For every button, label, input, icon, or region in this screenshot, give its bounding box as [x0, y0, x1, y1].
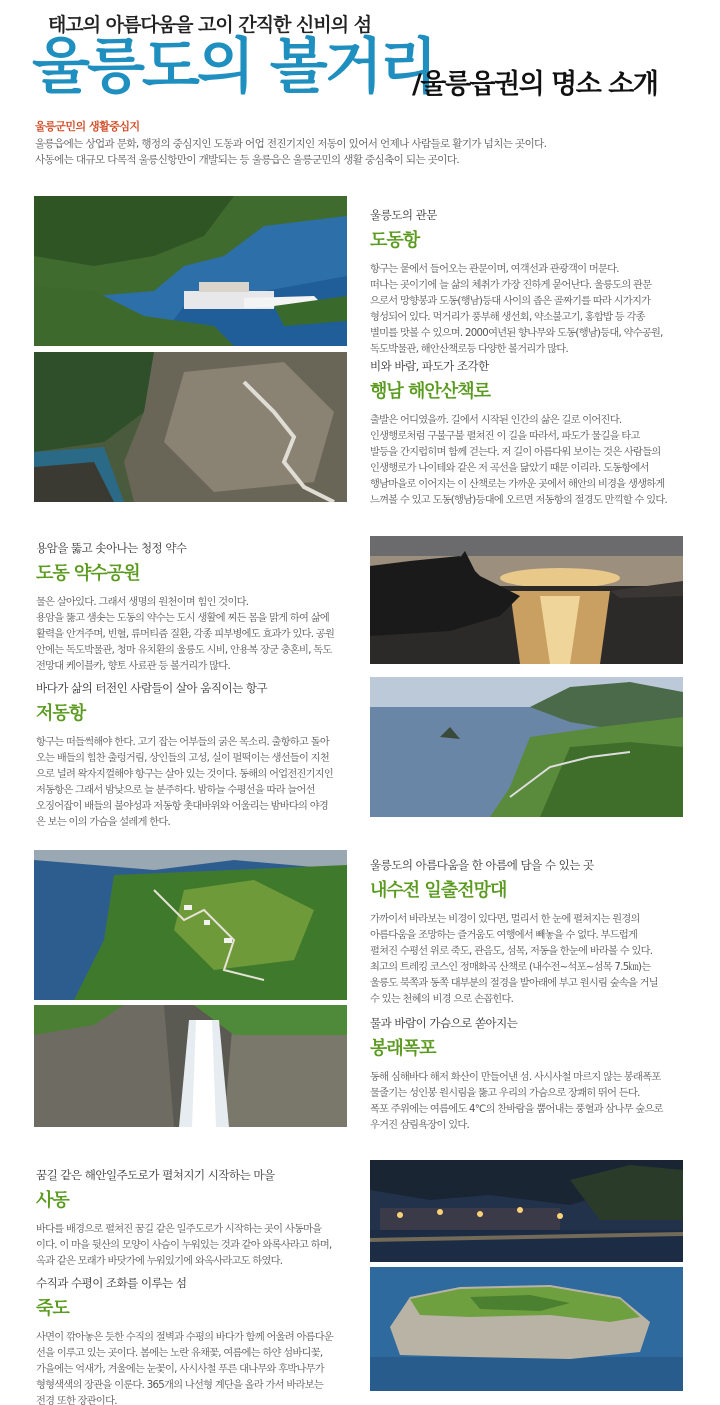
section-title: 도동 약수공원: [36, 563, 140, 584]
intro-line: 울릉읍에는 상업과 문화, 행정의 중심지인 도동과 어업 전진기지인 저동이 있어서 언제나 사람들로 활기가 넘치는 곳이다.: [35, 138, 547, 150]
section-text-line: 인생행로가 나이테와 같은 저 곡선을 닮았기 때문 이리라. 도동항에서: [370, 463, 649, 474]
section-text-line: 항구는 떠들썩해야 한다. 고기 잡는 어부들의 굵은 목소리. 출항하고 돌아: [36, 737, 330, 748]
section-kicker: 용암을 뚫고 솟아나는 청정 약수: [36, 541, 187, 555]
section-text-line: 옥과 같은 모래가 바닷가에 누워있기에 와옥사라고도 하였다.: [36, 1256, 283, 1267]
section-text-line: 물줄기는 성인봉 원시림을 뚫고 우리의 가슴으로 장쾌히 뛰어 든다.: [370, 1088, 640, 1099]
section-kicker: 꿈길 같은 해안일주도로가 펼쳐지기 시작하는 마을: [36, 1168, 275, 1182]
section-title: 봉래폭포: [370, 1038, 436, 1059]
section-text-line: 출발은 어디였을까. 길에서 시작된 인간의 삶은 길로 이어진다.: [370, 415, 622, 426]
section-title: 내수전 일출전망대: [370, 880, 507, 901]
section-text-line: 울릉도 북쪽과 동쪽 대부분의 절경을 발아래에 부고 원시림 숲속을 거닐: [370, 978, 658, 989]
section-title: 저동항: [36, 703, 86, 724]
intro-title: 울릉군민의 생활중심지: [35, 120, 140, 133]
section-text-line: 최고의 트레킹 코스인 정매화곡 산책로 (내수전~석포~섬목 7.5㎞)는: [370, 962, 651, 973]
section-title: 죽도: [36, 1298, 69, 1319]
section-text-line: 가을에는 억새가, 겨울에는 눈꽃이, 사시사철 푸른 대나무와 후박나무가: [36, 1364, 324, 1375]
bongnae-waterfall-photo: [34, 1005, 347, 1127]
intro-line: 사동에는 대규모 다목적 울릉신항만이 개발되는 등 울릉읍은 울릉군민의 생활 중심축이 되는 곳이다.: [35, 154, 460, 166]
section-bongnae-falls: [370, 1015, 663, 1134]
section-kicker: 울릉도의 관문: [370, 208, 437, 222]
section-sadong: [36, 1167, 332, 1270]
section-text-line: 오는 배들의 힘찬 출렁거림, 상인들의 고성, 실이 펄떡이는 생선들이 지천: [36, 753, 330, 764]
section-text-line: 전망대 케이블카, 향토 사료관 등 볼거리가 많다.: [36, 661, 230, 672]
section-text-line: 으로 널려 왁자지껄해야 항구는 살아 있는 것이다. 동해의 어업전진기지인: [36, 769, 334, 780]
section-text-line: 우거진 삼림욕장이 있다.: [370, 1120, 470, 1131]
tagline: 태고의 아름다움을 고이 간직한 신비의 섬: [48, 14, 372, 36]
section-text-line: 전경 또한 장관이다.: [36, 1396, 117, 1405]
section-text-line: 가까이서 바라보는 비경이 있다면, 멀리서 한 눈에 펼쳐지는 원경의: [370, 914, 640, 925]
section-text-line: 느껴볼 수 있고 도동(행남)등대에 오르면 저동항의 절경도 만끽할 수 있다.: [370, 495, 668, 506]
section-jeodong-harbor: [36, 680, 333, 831]
section-text-line: 펼쳐진 수평선 위로 죽도, 관음도, 섬목, 저동을 한눈에 바라볼 수 있다.: [370, 946, 653, 957]
jeodong-coast-photo: [370, 677, 683, 817]
section-text-line: 으로서 망향봉과 도동(행남)등대 사이의 좁은 골짜기를 따라 시가지가: [370, 296, 651, 307]
section-haengnam-trail: [370, 358, 667, 509]
haengnam-coastal-trail-photo: [34, 352, 347, 502]
section-kicker: 바다가 삶의 터전인 사람들이 살아 움직이는 항구: [36, 681, 268, 695]
section-text-line: 떠나는 곳이기에 늘 삶의 체취가 가장 진하게 묻어난다. 울릉도의 관문: [370, 280, 652, 291]
section-kicker: 물과 바람이 가슴으로 쏟아지는: [370, 1016, 518, 1030]
section-text-line: 오징어잡이 배들의 불야성과 저동항 촛대바위와 어울리는 밤바다의 야경: [36, 801, 328, 812]
dodong-harbor-photo: [34, 196, 347, 346]
section-dodong-harbor: [370, 207, 663, 358]
section-title: 도동항: [370, 230, 420, 251]
page-title: 울릉도의 볼거리: [32, 32, 435, 102]
section-yaksu-park: [36, 540, 334, 675]
section-text-line: 형성되어 있다. 먹거리가 풍부해 생선회, 약소불고기, 홍합밥 등 각종: [370, 312, 645, 323]
section-text-line: 이다. 이 마을 뒷산의 모양이 사슴이 누워있는 것과 같아 와록사라고 하며,: [36, 1240, 332, 1251]
section-jukdo: [36, 1275, 333, 1405]
section-text-line: 물은 살아있다. 그래서 생명의 원천이며 힘인 것이다.: [36, 597, 249, 608]
section-text-line: 인생행로처럼 구불구불 펼쳐진 이 길을 따라서, 파도가 물길을 타고: [370, 431, 640, 442]
section-text-line: 아름다움을 조망하는 즐거움도 여행에서 빼놓을 수 없다. 부드럽게: [370, 930, 638, 941]
section-naesujeon-observatory: [370, 857, 658, 1008]
section-text-line: 폭포 주위에는 여름에도 4℃의 찬바람을 뿜어내는 풍혈과 삼나무 숲으로: [370, 1104, 663, 1115]
section-text-line: 안에는 독도박물관, 청마 유치환의 울릉도 시비, 안용복 장군 충혼비, 독도: [36, 645, 332, 656]
section-title: 사동: [36, 1190, 69, 1211]
section-text-line: 동해 심해바다 해저 화산이 만들어낸 섬. 사시사철 마르지 않는 봉래폭포: [370, 1072, 661, 1083]
sadong-night-port-photo: [370, 1160, 683, 1262]
section-text-line: 활력을 안겨주며, 빈혈, 류머티즘 질환, 각종 피부병에도 효과가 있다. 공원: [36, 629, 335, 640]
section-text-line: 바다를 배경으로 펼쳐진 꿈길 같은 일주도로가 시작하는 곳이 사동마을: [36, 1224, 322, 1235]
section-text-line: 발등을 간지럽히며 함께 걷는다. 저 길이 아름다워 보이는 것은 사람들의: [370, 447, 661, 458]
jukdo-island-photo: [370, 1267, 683, 1391]
sunset-sea-photo: [370, 536, 683, 664]
section-text-line: 저동항은 그래서 밤낮으로 늘 분주하다. 밤하늘 수평선을 따라 늘어선: [36, 785, 315, 796]
section-kicker: 수직과 수평이 조화를 이루는 섬: [36, 1276, 187, 1290]
section-kicker: 비와 바람, 파도가 조각한: [370, 359, 489, 373]
section-text-line: 형형색색의 장관을 이룬다. 365개의 나선형 계단을 올라 가서 바라보는: [36, 1380, 323, 1391]
section-text-line: 독도박물관, 해안산책로등 다양한 볼거리가 많다.: [370, 344, 569, 355]
page-subtitle: /울릉읍권의 명소 소개: [412, 69, 658, 100]
section-text-line: 행남마을로 이어지는 이 산책로는 가까운 곳에서 해안의 비경을 생생하게: [370, 479, 665, 490]
section-title: 행남 해안산책로: [370, 381, 490, 402]
naesujeon-village-photo: [34, 850, 347, 1000]
section-text-line: 은 보는 이의 가슴을 설레게 한다.: [36, 817, 171, 828]
section-text-line: 별미를 맛볼 수 있으며. 2000여년된 향나무와 도동(행남)등대, 약수공원,: [370, 328, 663, 339]
section-kicker: 울릉도의 아름다움을 한 아름에 담을 수 있는 곳: [370, 858, 594, 872]
section-text-line: 용암을 뚫고 샘솟는 도동의 약수는 도시 생활에 찌든 몸을 맑게 하여 삶에: [36, 613, 330, 624]
section-text-line: 선을 이루고 있는 곳이다. 봄에는 노란 유채꽃, 여름에는 하얀 섬바디꽃,: [36, 1348, 323, 1359]
section-text-line: 항구는 뭍에서 들어오는 관문이며, 여객선과 관광객이 머문다.: [370, 264, 619, 275]
section-text-line: 사면이 깎아놓은 듯한 수직의 절벽과 수평의 바다가 함께 어울려 아름다운: [36, 1332, 334, 1343]
section-text-line: 수 있는 천혜의 비경 으로 손꼽힌다.: [370, 994, 514, 1005]
